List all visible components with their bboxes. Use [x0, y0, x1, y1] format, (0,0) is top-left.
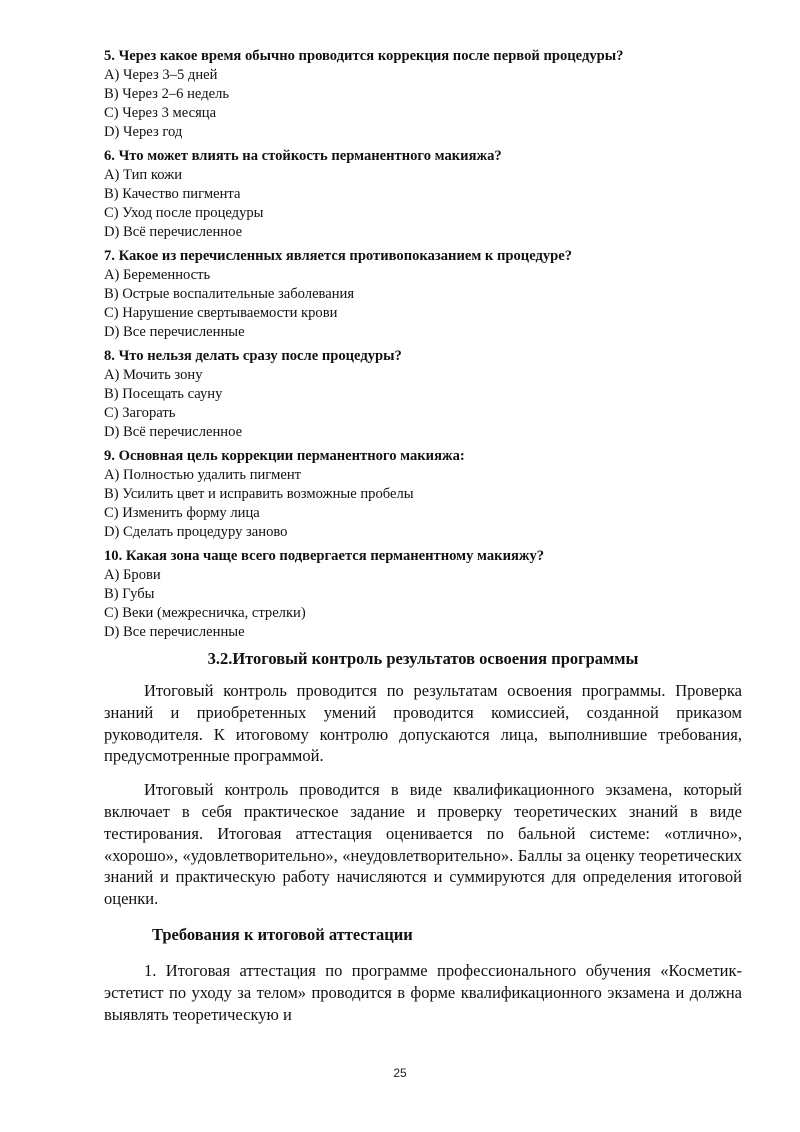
answer-option: B) Губы — [104, 586, 155, 602]
answer-option: D) Сделать процедуру заново — [104, 524, 288, 540]
paragraph: Итоговый контроль проводится по результатам освоения программы. Проверка знаний и приобретенных умений проводится комиссией, созданной приказом руководителя. К итоговому контролю допускаются лица, выполнившие требования, предусмотренные программой. — [104, 681, 742, 766]
subsection-heading: Требования к итоговой аттестации — [152, 924, 413, 944]
answer-option: A) Полностью удалить пигмент — [104, 467, 302, 483]
question-title: 7. Какое из перечисленных является противопоказанием к процедуре? — [104, 248, 573, 264]
answer-option: A) Тип кожи — [104, 167, 183, 183]
question-10 — [104, 547, 742, 642]
page-content — [104, 47, 742, 1037]
question-7 — [104, 247, 742, 342]
question-9 — [104, 447, 742, 542]
answer-option: D) Через год — [104, 124, 183, 140]
answer-option: C) Изменить форму лица — [104, 505, 260, 521]
question-8 — [104, 347, 742, 442]
answer-option: B) Острые воспалительные заболевания — [104, 286, 355, 302]
answer-option: D) Все перечисленные — [104, 324, 245, 340]
answer-option: A) Через 3–5 дней — [104, 67, 218, 83]
answer-option: B) Через 2–6 недель — [104, 86, 230, 102]
answer-option: D) Всё перечисленное — [104, 224, 243, 240]
answer-option: A) Мочить зону — [104, 367, 203, 383]
answer-option: C) Веки (межресничка, стрелки) — [104, 605, 306, 621]
answer-option: D) Всё перечисленное — [104, 424, 243, 440]
answer-option: C) Нарушение свертываемости крови — [104, 305, 338, 321]
question-title: 10. Какая зона чаще всего подвергается перманентному макияжу? — [104, 548, 545, 564]
answer-option: B) Качество пигмента — [104, 186, 241, 202]
answer-option: C) Через 3 месяца — [104, 105, 217, 121]
paragraph-item-1: 1. Итоговая аттестация по программе профессионального обучения «Косметик-эстетист по уходу за телом» проводится в форме квалификационного экзамена и должна выявлять теоретическую и — [104, 960, 742, 1024]
answer-option: C) Загорать — [104, 405, 176, 421]
answer-option: A) Беременность — [104, 267, 211, 283]
section-heading: 3.2.Итоговый контроль результатов освоения программы — [207, 649, 639, 668]
answer-option: B) Усилить цвет и исправить возможные пробелы — [104, 486, 414, 502]
question-5 — [104, 47, 742, 142]
question-6 — [104, 147, 742, 242]
answer-option: A) Брови — [104, 567, 161, 583]
answer-option: D) Все перечисленные — [104, 624, 245, 640]
question-title: 8. Что нельзя делать сразу после процедуры? — [104, 348, 402, 364]
question-title: 6. Что может влиять на стойкость перманентного макияжа? — [104, 148, 502, 164]
answer-option: B) Посещать сауну — [104, 386, 223, 402]
paragraph: Итоговый контроль проводится в виде квалификационного экзамена, который включает в себя практическое задание и проверку теоретических знаний в виде тестирования. Итоговая аттестация оценивается по бальной системе: «отлично», «хорошо», «удовлетворительно», «неудовлетворительно». Баллы за оценку теоретических знаний и практическую работу начисляются и суммируются для определения итоговой оценки. — [104, 780, 742, 909]
question-title: 5. Через какое время обычно проводится коррекция после первой процедуры? — [104, 48, 624, 64]
page-number: 25 — [393, 1066, 407, 1080]
question-title: 9. Основная цель коррекции перманентного макияжа: — [104, 448, 465, 464]
answer-option: C) Уход после процедуры — [104, 205, 264, 221]
